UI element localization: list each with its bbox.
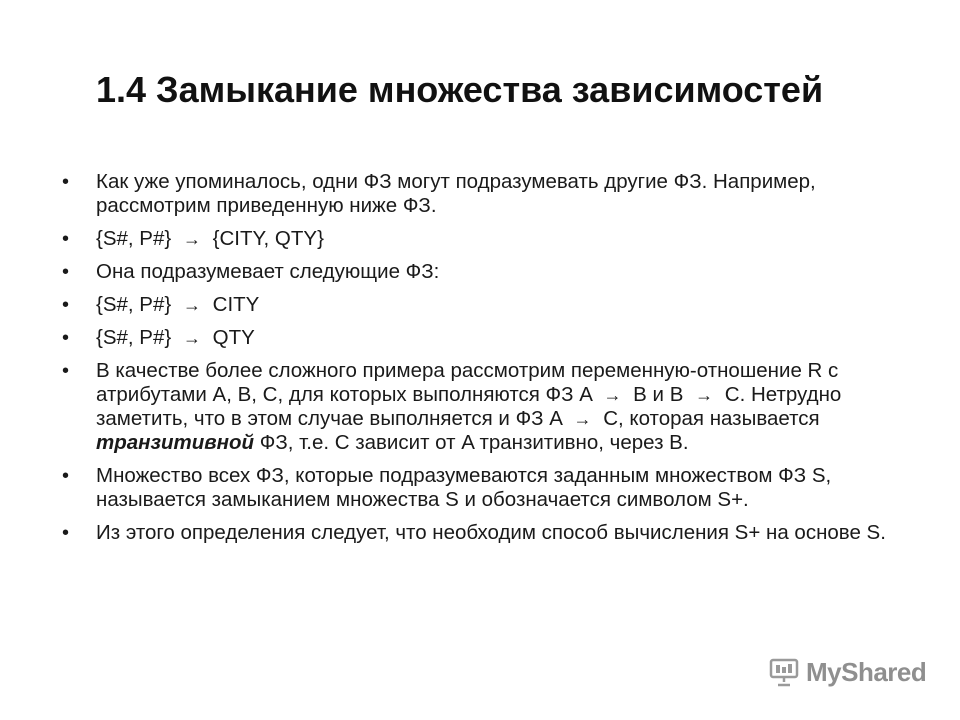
bullet-text: Она подразумевает следующие ФЗ: [96,260,440,283]
bullet-marker: • [62,261,70,283]
emphasized-term: транзитивной [96,431,255,454]
bullet-text: Как уже упоминалось, одни ФЗ могут подразумевать другие ФЗ. Например, рассмотрим приведенную ниже ФЗ. [96,170,816,217]
bullet-text-part: В качестве более сложного примера рассмотрим переменную-отношение R с атрибутами A, B, C, для которых выполняются ФЗ A [96,359,839,406]
bullet-marker: • [62,171,70,193]
bullet-marker: • [62,294,70,316]
list-item [62,326,912,350]
bullet-marker: • [62,360,70,382]
fd-right: {CITY, QTY} [212,227,324,250]
fd-right: CITY [212,293,260,316]
bullet-text: Множество всех ФЗ, которые подразумеваются заданным множеством ФЗ S, называется замыканием множества S и обозначается символом S+. [96,464,832,511]
right-arrow-icon: → [573,409,592,429]
presentation-board-icon [768,656,800,688]
bullet-list [62,170,912,554]
watermark [768,656,926,688]
list-item [62,260,912,284]
bullet-marker: • [62,465,70,487]
bullet-marker: • [62,228,70,250]
right-arrow-icon: → [695,385,714,405]
fd-left: {S#, P#} [96,227,172,250]
bullet-text-part: B и B [633,383,684,406]
fd-right: QTY [212,326,255,349]
list-item [62,521,912,545]
bullet-text-part: C, которая называется [603,407,820,430]
list-item [62,170,912,218]
list-item [62,359,912,455]
fd-left: {S#, P#} [96,293,172,316]
bullet-text-part: C. Нетрудно заметить, что в этом случае выполняется и ФЗ A [96,383,842,430]
list-item [62,293,912,317]
right-arrow-icon: → [182,229,201,249]
bullet-marker: • [62,327,70,349]
bullet-marker: • [62,522,70,544]
right-arrow-icon: → [182,295,201,315]
right-arrow-icon: → [182,328,201,348]
slide-title: 1.4 Замыкание множества зависимостей [96,69,824,110]
fd-left: {S#, P#} [96,326,172,349]
bullet-text-part: ФЗ, т.е. C зависит от A транзитивно, через B. [259,431,689,454]
list-item [62,227,912,251]
list-item [62,464,912,512]
watermark-text: MyShared [806,656,927,687]
right-arrow-icon: → [603,385,622,405]
bullet-text: Из этого определения следует, что необходим способ вычисления S+ на основе S. [96,521,886,544]
